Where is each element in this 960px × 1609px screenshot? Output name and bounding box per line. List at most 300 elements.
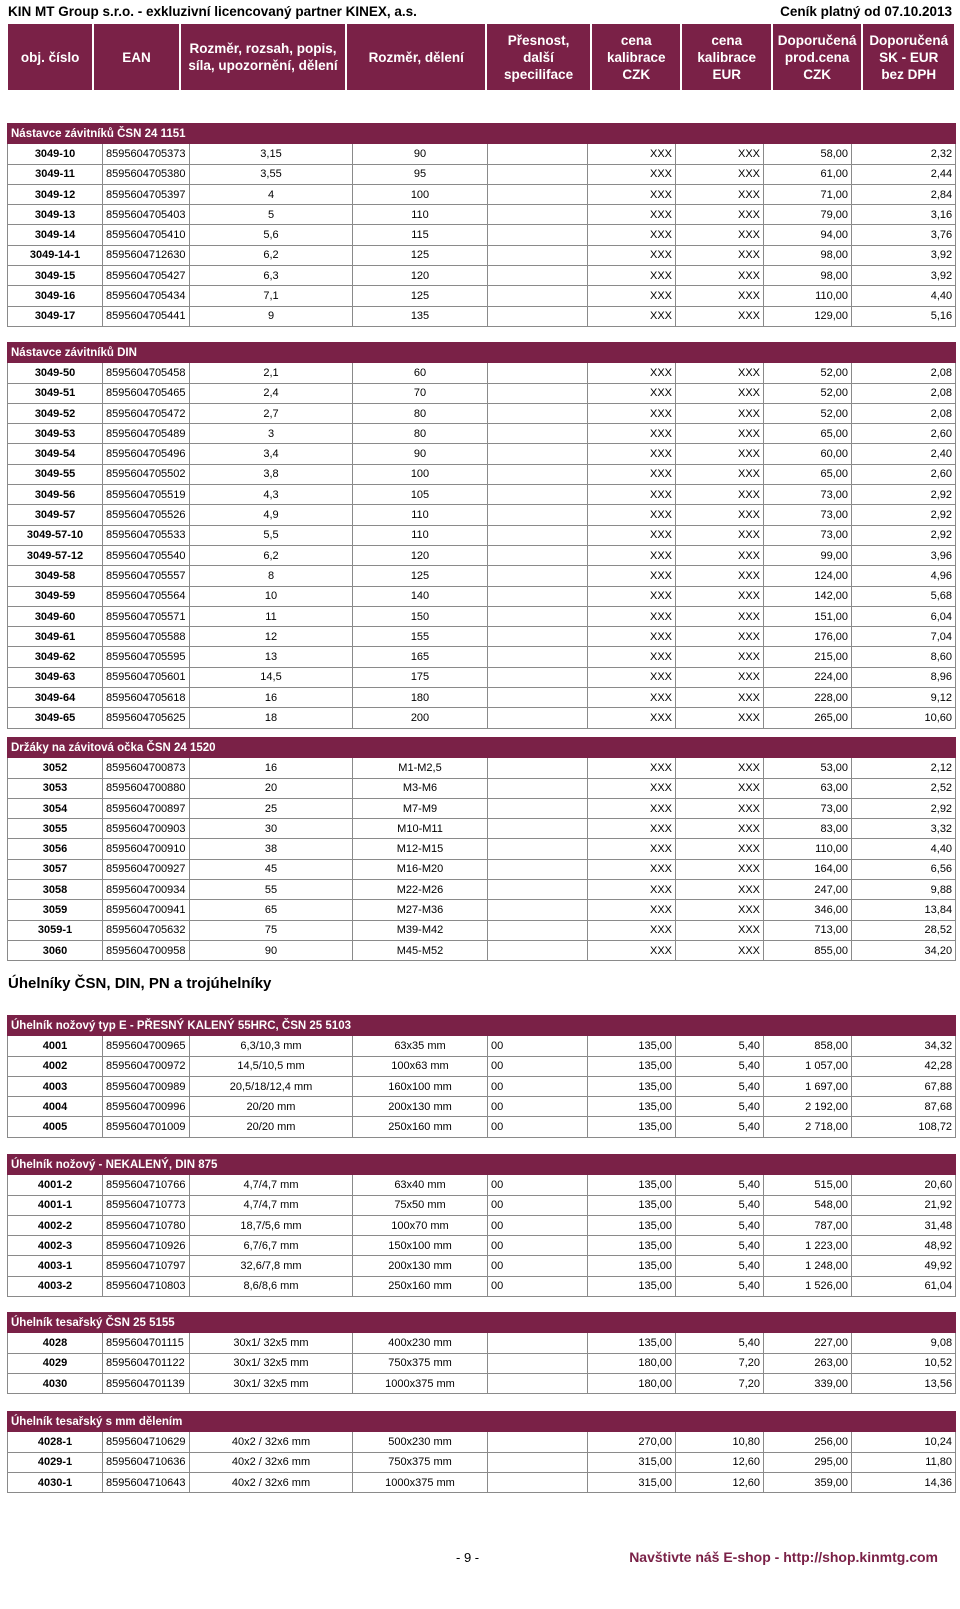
table-cell: 53,00 (764, 758, 852, 778)
table-cell: 135,00 (588, 1256, 676, 1276)
table-row (8, 363, 956, 383)
table-cell: 3,55 (190, 164, 353, 184)
table-cell: 80 (353, 424, 488, 444)
table-cell: 8595604705403 (103, 205, 190, 225)
table-cell: XXX (588, 778, 676, 798)
table-cell: 2 718,00 (764, 1117, 852, 1137)
product-table (7, 1154, 956, 1297)
table-cell: 180,00 (588, 1373, 676, 1393)
table-cell (488, 1333, 588, 1353)
table-cell: 3049-12 (8, 184, 103, 204)
table-cell: 7,04 (852, 627, 956, 647)
table-cell: 4 (190, 184, 353, 204)
table-cell (488, 708, 588, 728)
table-cell: XXX (588, 403, 676, 423)
table-cell: 4,40 (852, 286, 956, 306)
table-cell: 100 (353, 184, 488, 204)
table-cell: 6,04 (852, 606, 956, 626)
table-cell: 140 (353, 586, 488, 606)
table-cell: 7,20 (676, 1373, 764, 1393)
section-title: Nástavce závitníků DIN (8, 343, 956, 363)
table-row (8, 627, 956, 647)
table-cell: XXX (676, 444, 764, 464)
table-cell: 1000x375 mm (353, 1472, 488, 1492)
table-cell: 20,60 (852, 1175, 956, 1195)
section-title: Nástavce závitníků ČSN 24 1151 (8, 124, 956, 144)
table-cell: 8595604705434 (103, 286, 190, 306)
table-cell: 250x160 mm (353, 1276, 488, 1296)
table-cell: 8595604710629 (103, 1432, 190, 1452)
table-cell (488, 1452, 588, 1472)
table-row (8, 819, 956, 839)
table-cell: 548,00 (764, 1195, 852, 1215)
column-header (6, 24, 956, 90)
table-cell: 3059-1 (8, 920, 103, 940)
table-cell: 14,5 (190, 667, 353, 687)
table-cell: XXX (588, 164, 676, 184)
table-row (8, 1256, 956, 1276)
table-cell: 94,00 (764, 225, 852, 245)
table-cell: 2,08 (852, 363, 956, 383)
top-header (8, 0, 952, 22)
table-cell: 115 (353, 225, 488, 245)
table-cell: XXX (588, 708, 676, 728)
table-cell (488, 485, 588, 505)
table-cell: 31,48 (852, 1215, 956, 1235)
table-cell: 135,00 (588, 1117, 676, 1137)
table-cell: M45-M52 (353, 940, 488, 960)
table-cell: 95 (353, 164, 488, 184)
table-cell: XXX (676, 424, 764, 444)
table-cell: 12,60 (676, 1452, 764, 1472)
table-cell: 3049-11 (8, 164, 103, 184)
table-cell: XXX (588, 758, 676, 778)
table-row (8, 778, 956, 798)
table-cell (488, 1472, 588, 1492)
table-cell: 18,7/5,6 mm (190, 1215, 353, 1235)
table-cell: 3,92 (852, 266, 956, 286)
table-cell: 61,04 (852, 1276, 956, 1296)
table-cell: 58,00 (764, 144, 852, 164)
table-cell (488, 839, 588, 859)
table-cell: 108,72 (852, 1117, 956, 1137)
column-header-line: kalibrace (606, 49, 666, 65)
table-cell (488, 1353, 588, 1373)
table-row (8, 505, 956, 525)
table-cell: XXX (676, 485, 764, 505)
table-row (8, 1097, 956, 1117)
price-list-date: Ceník platný od 07.10.2013 (780, 3, 952, 19)
table-cell: 8595604705458 (103, 363, 190, 383)
table-cell: 5 (190, 205, 353, 225)
section-title: Úhelník nožový typ E - PŘESNÝ KALENÝ 55HRC, ČSN 25 5103 (8, 1016, 956, 1036)
column-header-1 (94, 24, 178, 90)
table-cell: 8595604705595 (103, 647, 190, 667)
table-cell: 8595604710766 (103, 1175, 190, 1195)
table-cell: XXX (588, 525, 676, 545)
table-cell (488, 627, 588, 647)
product-table (7, 737, 956, 961)
table-cell: XXX (588, 798, 676, 818)
table-cell: 65,00 (764, 464, 852, 484)
table-cell: 2,92 (852, 798, 956, 818)
table-cell: 14,5/10,5 mm (190, 1056, 353, 1076)
section-title: Úhelník tesařský ČSN 25 5155 (8, 1313, 956, 1333)
table-cell: 3054 (8, 798, 103, 818)
table-cell (488, 184, 588, 204)
table-cell: 30 (190, 819, 353, 839)
table-cell (488, 245, 588, 265)
table-cell: 9 (190, 306, 353, 326)
table-cell: 8595604705564 (103, 586, 190, 606)
section-title: Držáky na závitová očka ČSN 24 1520 (8, 738, 956, 758)
table-cell: 65 (190, 900, 353, 920)
table-cell (488, 880, 588, 900)
table-cell: 125 (353, 566, 488, 586)
table-cell: 34,20 (852, 940, 956, 960)
table-row (8, 859, 956, 879)
table-cell: 4002 (8, 1056, 103, 1076)
table-cell: 4029-1 (8, 1452, 103, 1472)
table-cell: 5,40 (676, 1256, 764, 1276)
section-title-row (8, 124, 956, 144)
table-cell: 3049-54 (8, 444, 103, 464)
table-cell: 2,60 (852, 424, 956, 444)
table-cell: 71,00 (764, 184, 852, 204)
table-cell: XXX (588, 880, 676, 900)
table-cell: 3049-63 (8, 667, 103, 687)
table-cell: XXX (588, 306, 676, 326)
table-cell (488, 647, 588, 667)
column-header-line: CZK (803, 66, 832, 82)
section-title-row (8, 1313, 956, 1333)
table-cell: XXX (676, 245, 764, 265)
table-cell: 4001-1 (8, 1195, 103, 1215)
table-cell: 4005 (8, 1117, 103, 1137)
table-cell: 3055 (8, 819, 103, 839)
table-cell: 98,00 (764, 266, 852, 286)
table-cell: 1 223,00 (764, 1236, 852, 1256)
table-cell: 52,00 (764, 363, 852, 383)
table-cell (488, 900, 588, 920)
table-cell: XXX (588, 688, 676, 708)
table-cell: 8595604705441 (103, 306, 190, 326)
table-cell: 3053 (8, 778, 103, 798)
table-cell: XXX (588, 940, 676, 960)
table-cell: 3049-52 (8, 403, 103, 423)
table-cell: XXX (676, 627, 764, 647)
table-cell: XXX (676, 144, 764, 164)
table-cell: 2,1 (190, 363, 353, 383)
table-cell: 5,40 (676, 1097, 764, 1117)
table-cell: 164,00 (764, 859, 852, 879)
table-cell: 9,08 (852, 1333, 956, 1353)
section-title-row (8, 738, 956, 758)
table-cell: 2,32 (852, 144, 956, 164)
table-cell: 79,00 (764, 205, 852, 225)
table-row (8, 464, 956, 484)
table-cell: 12,60 (676, 1472, 764, 1492)
table-cell: 2,60 (852, 464, 956, 484)
table-cell: XXX (676, 819, 764, 839)
table-cell: XXX (588, 920, 676, 940)
table-cell: 4002-2 (8, 1215, 103, 1235)
table-cell: 6,2 (190, 245, 353, 265)
table-row (8, 647, 956, 667)
table-cell: 8595604700903 (103, 819, 190, 839)
product-table (7, 123, 956, 327)
table-cell (488, 306, 588, 326)
table-cell: 8595604710636 (103, 1452, 190, 1472)
table-cell: 10,24 (852, 1432, 956, 1452)
table-cell: 28,52 (852, 920, 956, 940)
table-cell (488, 225, 588, 245)
table-cell: 110 (353, 505, 488, 525)
table-cell: 247,00 (764, 880, 852, 900)
table-cell: 4,9 (190, 505, 353, 525)
section-group-title: Úhelníky ČSN, DIN, PN a trojúhelníky (8, 975, 272, 992)
table-cell: 8595604705526 (103, 505, 190, 525)
table-cell: XXX (588, 839, 676, 859)
table-row (8, 1195, 956, 1215)
table-cell: 8595604700958 (103, 940, 190, 960)
table-cell: 20/20 mm (190, 1097, 353, 1117)
table-cell: 8595604710803 (103, 1276, 190, 1296)
column-header-line: EAN (122, 49, 151, 65)
table-cell: 4028 (8, 1333, 103, 1353)
table-cell: 858,00 (764, 1036, 852, 1056)
table-row (8, 586, 956, 606)
table-row (8, 403, 956, 423)
table-cell: 5,6 (190, 225, 353, 245)
table-cell: 8,96 (852, 667, 956, 687)
table-cell: 100x63 mm (353, 1056, 488, 1076)
table-row (8, 1215, 956, 1235)
table-cell: M12-M15 (353, 839, 488, 859)
column-header-line: Doporučená (777, 32, 857, 48)
table-cell: 4,96 (852, 566, 956, 586)
table-cell: 8595604700941 (103, 900, 190, 920)
table-cell: 346,00 (764, 900, 852, 920)
table-cell: 2,92 (852, 485, 956, 505)
table-cell: 787,00 (764, 1215, 852, 1235)
table-cell: 3 (190, 424, 353, 444)
table-cell: 295,00 (764, 1452, 852, 1472)
table-cell: 5,40 (676, 1076, 764, 1096)
table-cell: XXX (588, 245, 676, 265)
table-cell: M39-M42 (353, 920, 488, 940)
table-cell: 142,00 (764, 586, 852, 606)
table-cell: 110 (353, 205, 488, 225)
table-cell: 8 (190, 566, 353, 586)
table-cell: 4028-1 (8, 1432, 103, 1452)
table-cell: 00 (488, 1097, 588, 1117)
table-cell: 18 (190, 708, 353, 728)
table-row (8, 545, 956, 565)
table-cell: XXX (588, 144, 676, 164)
table-cell: 8595604710797 (103, 1256, 190, 1276)
table-row (8, 667, 956, 687)
table-cell: 8595604705380 (103, 164, 190, 184)
table-cell: XXX (676, 798, 764, 818)
table-cell: M16-M20 (353, 859, 488, 879)
table-cell: 75 (190, 920, 353, 940)
table-cell: 48,92 (852, 1236, 956, 1256)
table-cell: 3049-57-10 (8, 525, 103, 545)
table-cell: XXX (676, 403, 764, 423)
table-cell: XXX (588, 464, 676, 484)
table-cell: 110,00 (764, 839, 852, 859)
table-cell: 8595604705557 (103, 566, 190, 586)
table-cell (488, 859, 588, 879)
column-header-3 (347, 24, 485, 90)
table-cell: XXX (588, 383, 676, 403)
table-row (8, 164, 956, 184)
table-cell: 8595604700873 (103, 758, 190, 778)
table-cell: XXX (676, 586, 764, 606)
table-cell: 8,60 (852, 647, 956, 667)
table-cell: 20 (190, 778, 353, 798)
table-cell (488, 205, 588, 225)
table-cell: 8595604712630 (103, 245, 190, 265)
table-cell: 99,00 (764, 545, 852, 565)
table-cell: 00 (488, 1175, 588, 1195)
table-cell: 52,00 (764, 383, 852, 403)
table-cell: 45 (190, 859, 353, 879)
table-cell: 7,20 (676, 1353, 764, 1373)
table-cell: 200x130 mm (353, 1097, 488, 1117)
table-cell: 10,60 (852, 708, 956, 728)
table-cell: 2,52 (852, 778, 956, 798)
table-cell: 5,40 (676, 1333, 764, 1353)
table-cell: 855,00 (764, 940, 852, 960)
table-cell: 135,00 (588, 1333, 676, 1353)
table-cell: 3049-50 (8, 363, 103, 383)
table-cell: 40x2 / 32x6 mm (190, 1452, 353, 1472)
table-cell: 3060 (8, 940, 103, 960)
table-cell: 63x40 mm (353, 1175, 488, 1195)
table-cell: 3049-10 (8, 144, 103, 164)
table-cell: 8595604700965 (103, 1036, 190, 1056)
table-cell: 3049-16 (8, 286, 103, 306)
table-row (8, 1276, 956, 1296)
table-cell: 6,56 (852, 859, 956, 879)
table-cell: XXX (588, 606, 676, 626)
table-cell: 14,36 (852, 1472, 956, 1492)
table-cell: 00 (488, 1117, 588, 1137)
table-cell: 3057 (8, 859, 103, 879)
table-cell: 228,00 (764, 688, 852, 708)
page-number: - 9 - (456, 1550, 480, 1565)
table-cell: 73,00 (764, 525, 852, 545)
table-cell: 4,3 (190, 485, 353, 505)
table-cell: XXX (588, 444, 676, 464)
table-cell: 8595604705601 (103, 667, 190, 687)
table-cell: XXX (676, 839, 764, 859)
company-name: KIN MT Group s.r.o. - exkluzivní licencovaný partner KINEX, a.s. (8, 3, 417, 19)
table-cell: 61,00 (764, 164, 852, 184)
section-title: Úhelník nožový - NEKALENÝ, DIN 875 (8, 1155, 956, 1175)
table-cell: 9,12 (852, 688, 956, 708)
table-cell: 270,00 (588, 1432, 676, 1452)
table-cell: 6,2 (190, 545, 353, 565)
table-cell: 176,00 (764, 627, 852, 647)
table-cell: 2,08 (852, 383, 956, 403)
table-cell: 65,00 (764, 424, 852, 444)
table-cell (488, 545, 588, 565)
table-cell (488, 286, 588, 306)
table-cell: 5,40 (676, 1056, 764, 1076)
table-cell: 40x2 / 32x6 mm (190, 1472, 353, 1492)
column-header-6 (682, 24, 770, 90)
table-cell: 1000x375 mm (353, 1373, 488, 1393)
table-cell: 8595604700897 (103, 798, 190, 818)
table-cell: 3058 (8, 880, 103, 900)
table-row (8, 1175, 956, 1195)
table-row (8, 205, 956, 225)
table-cell: 5,40 (676, 1215, 764, 1235)
table-cell: 5,40 (676, 1276, 764, 1296)
table-cell: 52,00 (764, 403, 852, 423)
column-header-line: speciliface (504, 66, 574, 82)
table-cell: 2,4 (190, 383, 353, 403)
table-cell: 3049-14 (8, 225, 103, 245)
table-cell: 3,92 (852, 245, 956, 265)
table-cell: 4030 (8, 1373, 103, 1393)
table-cell: 135 (353, 306, 488, 326)
table-row (8, 900, 956, 920)
product-table (7, 342, 956, 729)
table-cell: XXX (588, 286, 676, 306)
table-row (8, 798, 956, 818)
table-cell: 38 (190, 839, 353, 859)
table-cell: 180,00 (588, 1353, 676, 1373)
table-cell: XXX (588, 363, 676, 383)
table-cell: 3049-65 (8, 708, 103, 728)
table-cell: 8595604705625 (103, 708, 190, 728)
table-cell: 135,00 (588, 1036, 676, 1056)
eshop-link[interactable]: Navštivte náš E-shop - http://shop.kinmtg.com (629, 1549, 938, 1565)
table-cell: 4003-2 (8, 1276, 103, 1296)
column-header-2 (181, 24, 346, 90)
table-cell: 63x35 mm (353, 1036, 488, 1056)
table-cell: 120 (353, 545, 488, 565)
table-cell: 8595604705496 (103, 444, 190, 464)
column-header-line: SK - EUR (879, 49, 939, 65)
table-cell: 63,00 (764, 778, 852, 798)
table-cell: XXX (676, 164, 764, 184)
table-cell (488, 586, 588, 606)
table-cell: 8595604705410 (103, 225, 190, 245)
table-cell: 87,68 (852, 1097, 956, 1117)
table-cell: 3049-57 (8, 505, 103, 525)
table-row (8, 1076, 956, 1096)
table-cell: XXX (588, 586, 676, 606)
table-cell: 100x70 mm (353, 1215, 488, 1235)
table-cell: 2,92 (852, 525, 956, 545)
column-header-line: síla, upozornění, dělení (188, 58, 338, 73)
column-header-line: obj. číslo (20, 49, 80, 65)
table-cell: 8595604700989 (103, 1076, 190, 1096)
table-cell: 3049-60 (8, 606, 103, 626)
table-cell: 10 (190, 586, 353, 606)
table-cell (488, 383, 588, 403)
table-cell: 55 (190, 880, 353, 900)
table-cell: 135,00 (588, 1175, 676, 1195)
table-cell: 12 (190, 627, 353, 647)
product-table (7, 1312, 956, 1394)
column-header-4 (487, 24, 590, 90)
